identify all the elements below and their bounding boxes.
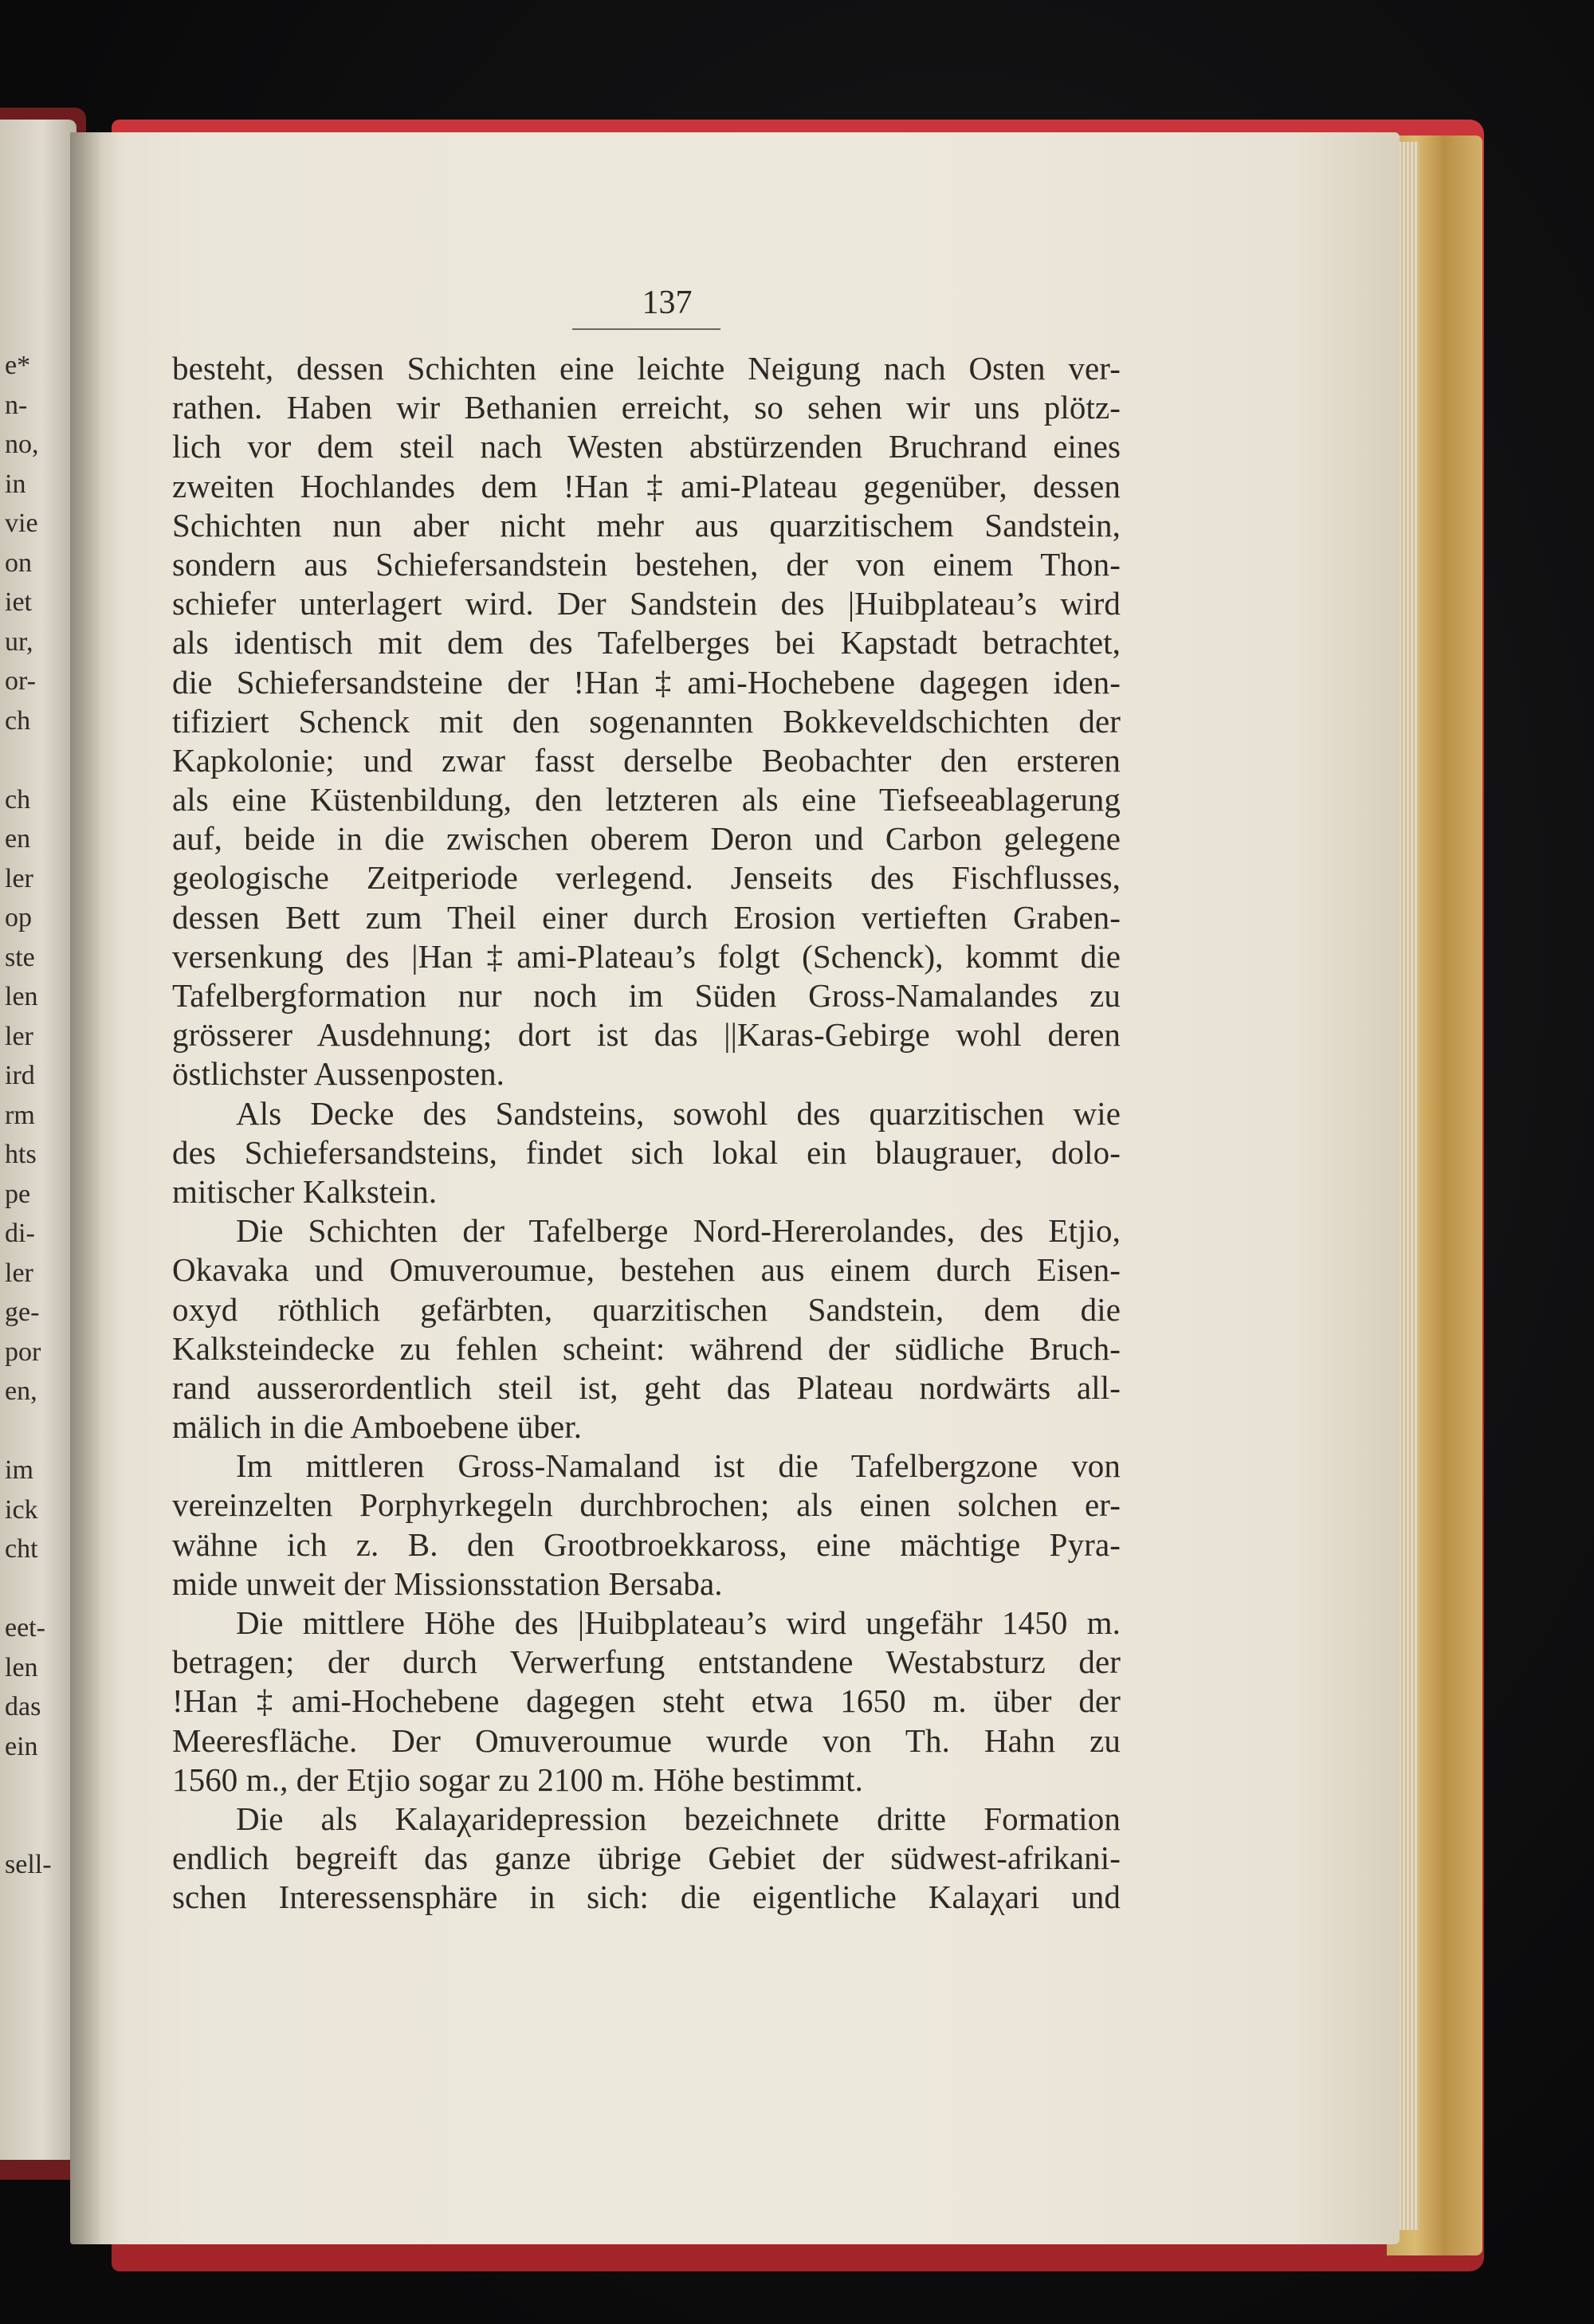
facing-page-fragment: hts xyxy=(5,1140,37,1169)
facing-page-fragment: por xyxy=(5,1337,41,1367)
facing-page-fragment: cht xyxy=(5,1534,38,1564)
facing-page-fragment: on xyxy=(5,548,32,578)
facing-page-fragment: op xyxy=(5,903,32,932)
facing-page-fragment: di- xyxy=(5,1219,35,1248)
facing-page-fragment: ch xyxy=(5,705,31,736)
facing-page-fragment: das xyxy=(5,1692,41,1721)
text-line: geologische Zeitperiode verlegend. Jenseits des Fischflusses, xyxy=(172,859,1121,897)
facing-page-fragment: rm xyxy=(5,1100,35,1130)
text-line: endlich begreift das ganze übrige Gebiet der südwest-afrikani- xyxy=(172,1839,1121,1877)
page-number-rule xyxy=(572,328,720,330)
text-line: besteht, dessen Schichten eine leichte Neigung nach Osten ver- xyxy=(172,350,1121,387)
text-line: schen Interessensphäre in sich: die eigentliche Kalaχari und xyxy=(172,1878,1121,1916)
facing-page-fragment: vie xyxy=(5,508,38,538)
facing-page-fragment: ge- xyxy=(5,1297,40,1327)
facing-page-fragment: en xyxy=(5,824,31,854)
text-line: Meeresfläche. Der Omuveroumue wurde von Th. Hahn zu xyxy=(172,1721,1121,1759)
text-line: als identisch mit dem des Tafelberges bei Kapstadt betrachtet, xyxy=(172,624,1121,661)
text-line: oxyd röthlich gefärbten, quarzitischen Sandstein, dem die xyxy=(172,1290,1121,1328)
text-line: 1560 m., der Etjio sogar zu 2100 m. Höhe bestimmt. xyxy=(172,1761,864,1798)
facing-page-fragment: no, xyxy=(5,430,39,459)
facing-page-fragment: ird xyxy=(5,1061,35,1090)
text-line: zweiten Hochlandes dem !Han‡ami-Plateau gegenüber, dessen xyxy=(172,467,1121,504)
facing-page-fragment: sell- xyxy=(5,1850,52,1879)
text-line: !Han‡ami-Hochebene dagegen steht etwa 1650 m. über der xyxy=(172,1682,1121,1720)
text-line: versenkung des |Han‡ami-Plateau’s folgt (Schenck), kommt die xyxy=(172,937,1121,975)
text-line: Okavaka und Omuveroumue, bestehen aus einem durch Eisen- xyxy=(172,1251,1121,1289)
facing-page-fragment: in xyxy=(5,469,26,499)
facing-page-fragment: ein xyxy=(5,1731,38,1761)
facing-page-fragment: ler xyxy=(5,863,33,893)
facing-page-fragment: pe xyxy=(5,1179,31,1209)
text-line: rathen. Haben wir Bethanien erreicht, so sehen wir uns plötz- xyxy=(172,389,1121,426)
text-line: mitischer Kalkstein. xyxy=(172,1172,438,1210)
facing-page-fragment: ler xyxy=(5,1021,33,1051)
text-line: rand ausserordentlich steil ist, geht das Plateau nordwärts all- xyxy=(172,1368,1121,1406)
page-gutter-shadow xyxy=(70,132,102,2244)
facing-page-fragment: ick xyxy=(5,1494,38,1525)
text-line: auf, beide in die zwischen oberem Deron und Carbon gelegene xyxy=(172,820,1121,858)
facing-page-fragment: iet xyxy=(5,587,32,617)
facing-page-fragment: n- xyxy=(5,390,28,420)
previous-page-text-fragments xyxy=(0,351,73,1945)
text-line: lich vor dem steil nach Westen abstürzenden Bruchrand eines xyxy=(172,428,1121,465)
facing-page-fragment: e* xyxy=(5,351,31,380)
text-line: tifiziert Schenck mit den sogenannten Bokkeveldschichten der xyxy=(172,702,1121,740)
text-line: Tafelbergformation nur noch im Süden Gross-Namalandes zu xyxy=(172,977,1121,1014)
text-line: betragen; der durch Verwerfung entstandene Westabsturz der xyxy=(172,1643,1121,1681)
text-line: Kalksteindecke zu fehlen scheint: während der südliche Bruch- xyxy=(172,1329,1121,1367)
text-line: mälich in die Amboebene über. xyxy=(172,1408,583,1446)
text-line: mide unweit der Missionsstation Bersaba. xyxy=(172,1564,723,1602)
text-line: Die mittlere Höhe des |Huibplateau’s wird ungefähr 1450 m. xyxy=(236,1604,1121,1641)
facing-page-fragment: eet- xyxy=(5,1613,45,1643)
facing-page-fragment: ste xyxy=(5,942,35,972)
text-line: als eine Küstenbildung, den letzteren als eine Tiefseeablagerung xyxy=(172,781,1121,819)
text-line: Als Decke des Sandsteins, sowohl des quarzitischen wie xyxy=(236,1094,1121,1132)
facing-page-fragment: im xyxy=(5,1455,33,1485)
text-line: Im mittleren Gross-Namaland ist die Tafelbergzone von xyxy=(236,1447,1121,1485)
page-number: 137 xyxy=(642,285,693,321)
facing-page-fragment: ler xyxy=(5,1258,33,1288)
body-text xyxy=(172,349,1121,1918)
facing-page-fragment: len xyxy=(5,982,38,1011)
facing-page-fragment: ur, xyxy=(5,626,33,657)
text-line: Die Schichten der Tafelberge Nord-Hererolandes, des Etjio, xyxy=(236,1212,1121,1250)
facing-page-fragment: ch xyxy=(5,784,31,815)
text-line: vereinzelten Porphyrkegeln durchbrochen; als einen solchen er- xyxy=(172,1486,1121,1524)
facing-page-fragment: en, xyxy=(5,1376,37,1406)
facing-page-fragment: or- xyxy=(5,666,36,696)
text-line: grösserer Ausdehnung; dort ist das ||Karas-Gebirge wohl deren xyxy=(172,1016,1121,1054)
text-line: wähne ich z. B. den Grootbroekkaross, eine mächtige Pyra- xyxy=(172,1525,1121,1563)
text-line: Die als Kalaχaridepression bezeichnete dritte Formation xyxy=(236,1800,1121,1837)
text-line: östlichster Aussenposten. xyxy=(172,1055,505,1093)
text-line: sondern aus Schiefersandstein bestehen, der von einem Thon- xyxy=(172,545,1121,583)
facing-page-fragment: len xyxy=(5,1652,38,1682)
text-line: schiefer unterlagert wird. Der Sandstein des |Huibplateau’s wird xyxy=(172,585,1121,622)
text-line: des Schiefersandsteins, findet sich lokal ein blaugrauer, dolo- xyxy=(172,1133,1121,1171)
text-line: die Schiefersandsteine der !Han‡ami-Hochebene dagegen iden- xyxy=(172,663,1121,701)
text-line: Schichten nun aber nicht mehr aus quarzitischem Sandstein, xyxy=(172,506,1121,544)
text-line: Kapkolonie; und zwar fasst derselbe Beobachter den ersteren xyxy=(172,741,1121,779)
text-line: dessen Bett zum Theil einer durch Erosion vertieften Graben- xyxy=(172,898,1121,936)
